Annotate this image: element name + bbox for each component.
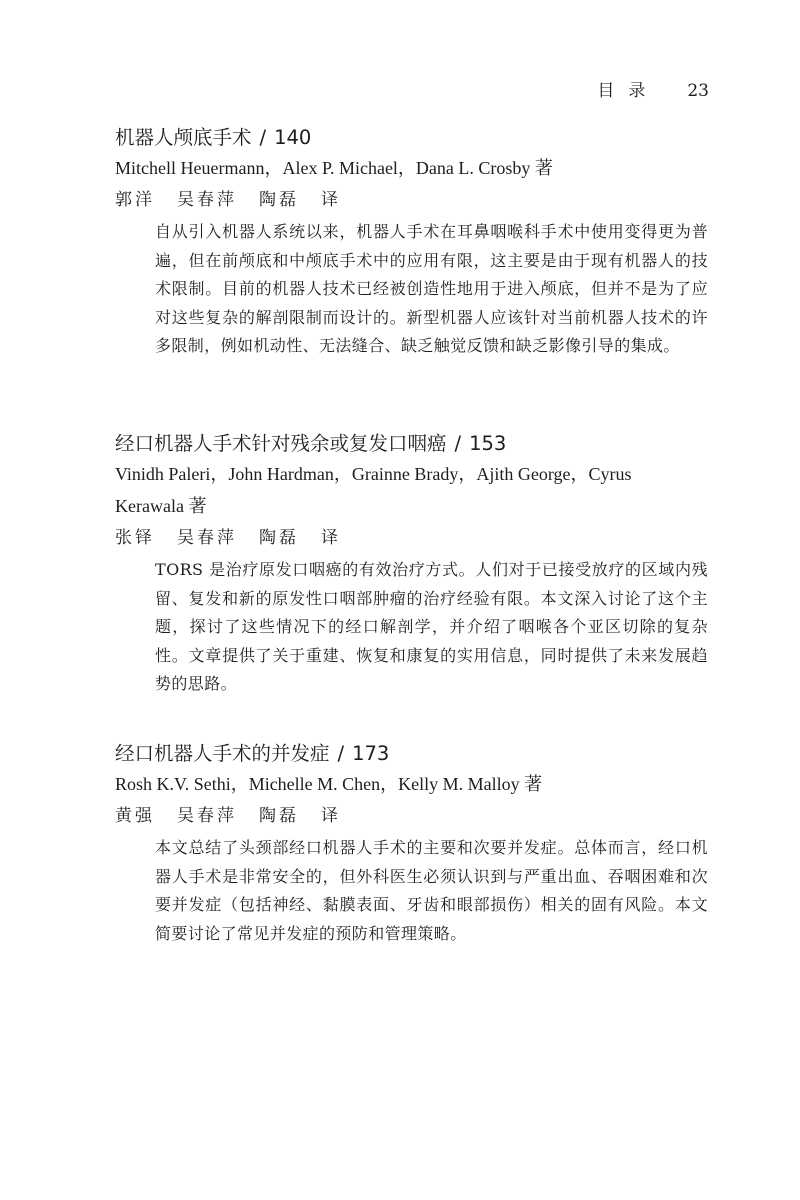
- entry-title-text: 机器人颅底手术: [115, 126, 252, 149]
- toc-entry: [115, 430, 715, 699]
- entry-translators: [115, 522, 715, 554]
- entry-title: 机器人颅底手术 / 140: [115, 126, 312, 149]
- entry-authors: Vinidh Paleri，John Hardman，Grainne Brady，Ajith George，Cyrus Kerawala 著: [115, 464, 632, 516]
- translator-name: 吴春萍: [177, 190, 237, 210]
- entry-translators: [115, 800, 715, 832]
- translator-name: 陶磊: [259, 806, 299, 826]
- entry-abstract: 自从引入机器人系统以来，机器人手术在耳鼻咽喉科手术中使用变得更为普遍，但在前颅底和中颅底手术中的应用有限，这主要是由于现有机器人的技术限制。目前的机器人技术已经被创造性地用于进入颅底，但并不是为了应对这些复杂的解剖限制而设计的。新型机器人应该针对当前机器人技术的许多限制，例如机动性、无法缝合、缺乏触觉反馈和缺乏影像引导的集成。: [155, 222, 708, 356]
- entry-abstract: TORS 是治疗原发口咽癌的有效治疗方式。人们对于已接受放疗的区域内残留、复发和新的原发性口咽部肿瘤的治疗经验有限。本文深入讨论了这个主题，探讨了这些情况下的经口解剖学，并介绍了咽喉各个亚区切除的复杂性。文章提供了关于重建、恢复和康复的实用信息，同时提供了未来发展趋势的思路。: [155, 560, 708, 694]
- entry-translators: [115, 184, 715, 216]
- translator-suffix: 译: [321, 190, 341, 210]
- translator-name: 陶磊: [259, 528, 299, 548]
- entry-title-text: 经口机器人手术的并发症: [115, 742, 330, 765]
- translator-name: 陶磊: [259, 190, 299, 210]
- translator-name: 吴春萍: [177, 806, 237, 826]
- entry-authors: Rosh K.V. Sethi，Michelle M. Chen，Kelly M. Malloy 著: [115, 774, 543, 794]
- translator-name: 张铎: [115, 528, 155, 548]
- section-title: 目录: [597, 81, 660, 101]
- translator-name: 吴春萍: [177, 528, 237, 548]
- toc-entry: [115, 124, 715, 361]
- translator-name: 黄强: [115, 806, 155, 826]
- page-number: 23: [687, 81, 709, 101]
- translator-suffix: 译: [321, 528, 341, 548]
- translator-name: 郭洋: [115, 190, 155, 210]
- entry-page-number: 153: [469, 432, 507, 455]
- running-header: [597, 76, 709, 101]
- entry-title-text: 经口机器人手术针对残余或复发口咽癌: [115, 432, 447, 455]
- entry-title: 经口机器人手术的并发症 / 173: [115, 742, 390, 765]
- entry-page-number: 140: [274, 126, 312, 149]
- entry-title: 经口机器人手术针对残余或复发口咽癌 / 153: [115, 432, 507, 455]
- translator-suffix: 译: [321, 806, 341, 826]
- entry-authors: Mitchell Heuermann，Alex P. Michael，Dana L. Crosby 著: [115, 158, 553, 178]
- entry-page-number: 173: [352, 742, 390, 765]
- toc-entry: [115, 740, 715, 948]
- entry-abstract: 本文总结了头颈部经口机器人手术的主要和次要并发症。总体而言，经口机器人手术是非常安全的，但外科医生必须认识到与严重出血、吞咽困难和次要并发症（包括神经、黏膜表面、牙齿和眼部损伤）相关的固有风险。本文简要讨论了常见并发症的预防和管理策略。: [155, 838, 708, 943]
